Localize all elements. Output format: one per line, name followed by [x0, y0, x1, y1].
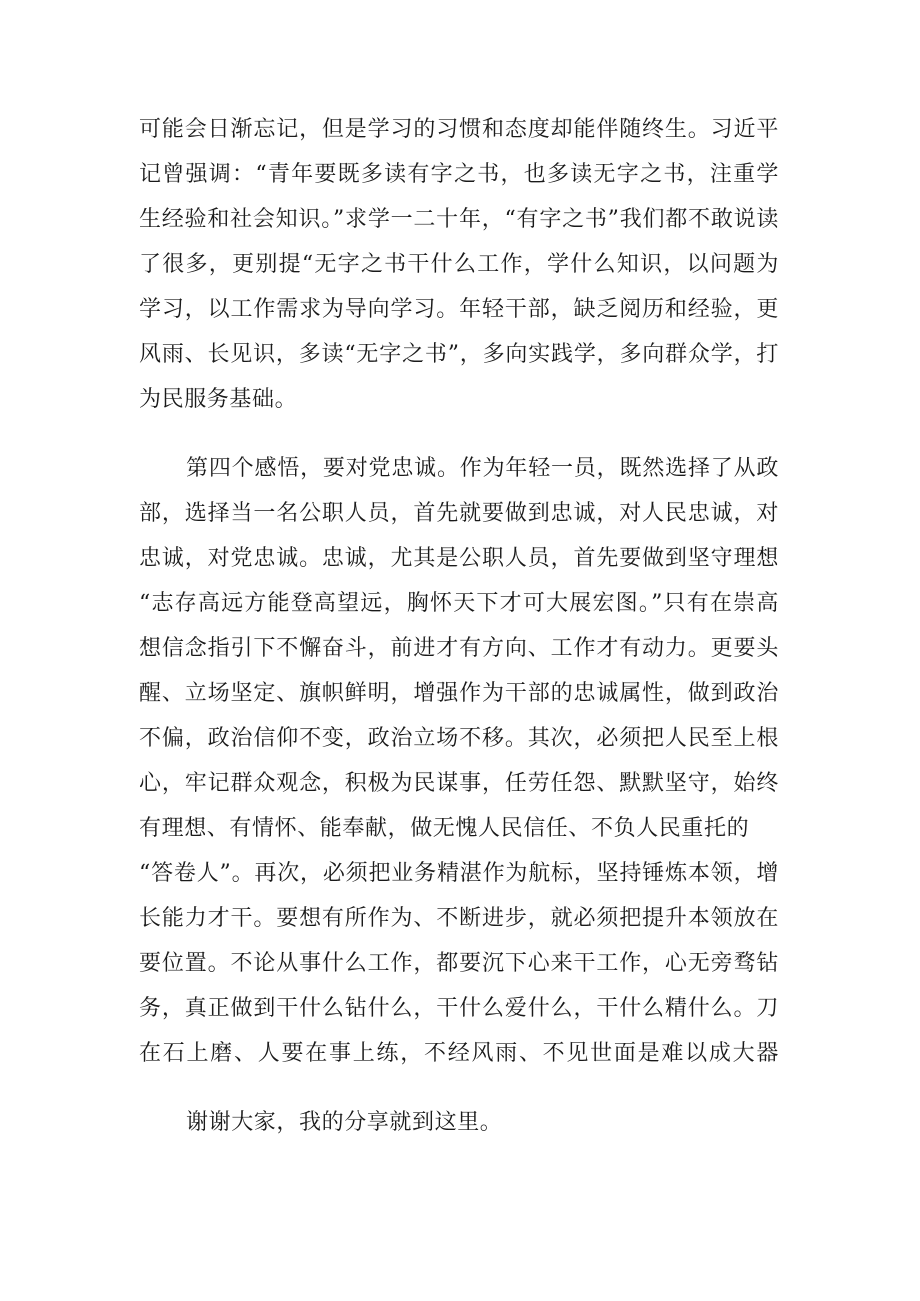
text-line: 长能力才干。要想有所作为、不断进步，就必须把提升本领放在: [139, 906, 779, 931]
text-line: 部，选择当一名公职人员，首先就要做到忠诚，对人民忠诚，对: [139, 501, 779, 526]
text-line: 心，牢记群众观念，积极为民谋事，任劳任怨、默默坚守，始终: [139, 771, 779, 796]
text-line: 了很多，更别提“无字之书干什么工作，学什么知识，以问题为: [139, 252, 779, 277]
text-line: 不偏，政治信仰不变，政治立场不移。其次，必须把人民至上根: [139, 726, 779, 751]
text-line: 风雨、长见识，多读“无字之书”，多向实践学，多向群众学，打: [139, 342, 779, 367]
text-line: 可能会日渐忘记，但是学习的习惯和态度却能伴随终生。习近平: [139, 117, 779, 142]
text-line: “答卷人”。再次，必须把业务精湛作为航标，坚持锤炼本领，增: [139, 861, 779, 886]
text-line: 想信念指引下不懈奋斗，前进才有方向、工作才有动力。更要头: [139, 636, 779, 661]
text-line: 要位置。不论从事什么工作，都要沉下心来干工作，心无旁骛钻: [139, 951, 779, 976]
text-line: 为民服务基础。: [139, 387, 298, 412]
text-line: 醒、立场坚定、旗帜鲜明，增强作为干部的忠诚属性，做到政治: [139, 681, 779, 706]
text-line: 记曾强调：“青年要既多读有字之书，也多读无字之书，注重学: [139, 162, 779, 187]
text-line: 有理想、有情怀、能奉献，做无愧人民信任、不负人民重托的: [139, 816, 750, 841]
text-line: 第四个感悟，要对党忠诚。作为年轻一员，既然选择了从政: [186, 456, 779, 481]
closing-line: 谢谢大家，我的分享就到这里。: [186, 1110, 503, 1135]
text-line: 生经验和社会知识。”求学一二十年，“有字之书”我们都不敢说读: [139, 207, 779, 232]
text-line: 学习，以工作需求为导向学习。年轻干部，缺乏阅历和经验，更: [139, 297, 779, 322]
text-line: 在石上磨、人要在事上练，不经风雨、不见世面是难以成大器: [139, 1041, 779, 1066]
text-line: 忠诚，对党忠诚。忠诚，尤其是公职人员，首先要做到坚守理想: [139, 546, 779, 571]
text-line: “志存高远方能登高望远，胸怀天下才可大展宏图。”只有在崇高: [139, 591, 779, 616]
text-line: 务，真正做到干什么钻什么，干什么爱什么，干什么精什么。刀: [139, 996, 779, 1021]
